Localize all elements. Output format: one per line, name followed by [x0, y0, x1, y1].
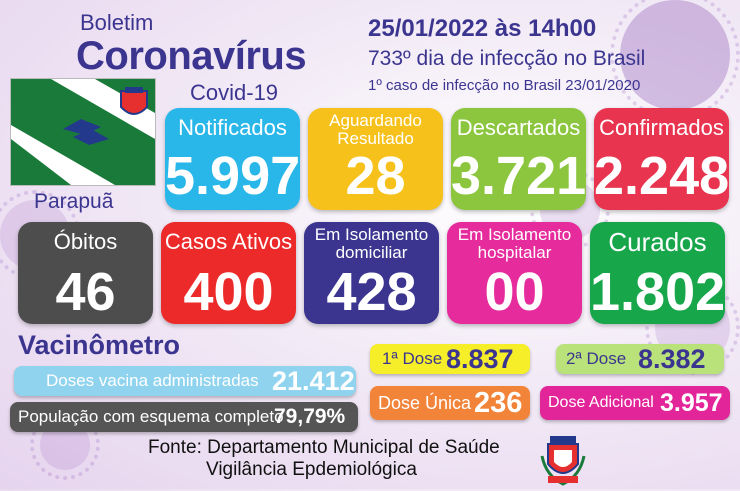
pill-label: 1ª Dose: [382, 349, 443, 368]
card-isolamento-domiciliar: [304, 222, 439, 324]
municipal-seal-icon: [540, 436, 586, 486]
card-value: 00: [484, 262, 545, 322]
pill-label: 2ª Dose: [566, 349, 627, 368]
card-casos-ativos: [161, 222, 296, 324]
doses-administradas-pill: [14, 366, 356, 396]
city-name: Parapuã: [34, 190, 114, 213]
card-value: 28: [345, 146, 406, 206]
card-label: Em Isolamento: [457, 225, 572, 244]
pill-value: 8.382: [638, 344, 706, 374]
card-label: Em Isolamento: [314, 225, 429, 244]
primeira-dose-pill: [370, 344, 530, 374]
card-obitos: [18, 222, 153, 324]
pill-label: População com esquema completo: [18, 407, 284, 426]
pill-value: 79,79%: [274, 405, 346, 428]
pill-value: 21.412: [272, 366, 355, 396]
card-value: 400: [183, 262, 274, 322]
subtitle-covid: Covid-19: [190, 80, 279, 105]
dose-unica-pill: [370, 386, 530, 420]
card-value: 5.997: [165, 146, 300, 206]
card-isolamento-hospitalar: [447, 222, 582, 324]
card-value: 3.721: [451, 146, 586, 206]
source-text: Fonte: Departamento Municipal de Saúde: [148, 437, 500, 458]
pill-value: 236: [474, 386, 523, 419]
pill-label: Dose Adicional: [548, 394, 654, 411]
pill-value: 8.837: [446, 344, 514, 374]
card-confirmados: [594, 108, 729, 210]
card-value: 1.802: [590, 262, 725, 322]
populacao-esquema-pill: [10, 402, 358, 432]
first-case-line: 1º caso de infecção no Brasil 23/01/2020: [368, 77, 641, 94]
card-label: Notificados: [178, 115, 287, 140]
dose-adicional-pill: [540, 386, 730, 420]
card-curados: [590, 222, 725, 324]
pill-value: 3.957: [660, 388, 723, 417]
infection-day-line: 733º dia de infecção no Brasil: [368, 47, 646, 70]
page-title: Coronavírus: [76, 34, 307, 78]
report-date: 25/01/2022 às 14h00: [368, 15, 597, 42]
card-descartados: [451, 108, 586, 210]
segunda-dose-pill: [556, 344, 724, 374]
card-label: Resultado: [337, 129, 414, 148]
card-label: Confirmados: [599, 115, 724, 140]
pill-label: Doses vacina administradas: [46, 371, 259, 390]
card-label: Óbitos: [53, 229, 118, 254]
card-value: 428: [326, 262, 417, 322]
card-label: Casos Ativos: [164, 229, 293, 254]
card-notificados: [165, 108, 300, 210]
boletim-label: Boletim: [80, 10, 154, 35]
card-value: 46: [55, 262, 116, 322]
pill-label: Dose Única: [378, 392, 472, 413]
parapua-flag-icon: [10, 78, 156, 186]
vigilancia-text: Vigilância Epdemiológica: [206, 459, 417, 480]
card-label: Descartados: [456, 115, 581, 140]
card-value: 2.248: [594, 146, 729, 206]
vacinometro-title: Vacinômetro: [18, 330, 181, 360]
card-label: domiciliar: [335, 243, 408, 262]
card-label: Curados: [608, 227, 707, 257]
card-aguardando-resultado: [308, 108, 443, 210]
card-label: hospitalar: [477, 243, 552, 262]
card-label: Aguardando: [329, 111, 422, 130]
